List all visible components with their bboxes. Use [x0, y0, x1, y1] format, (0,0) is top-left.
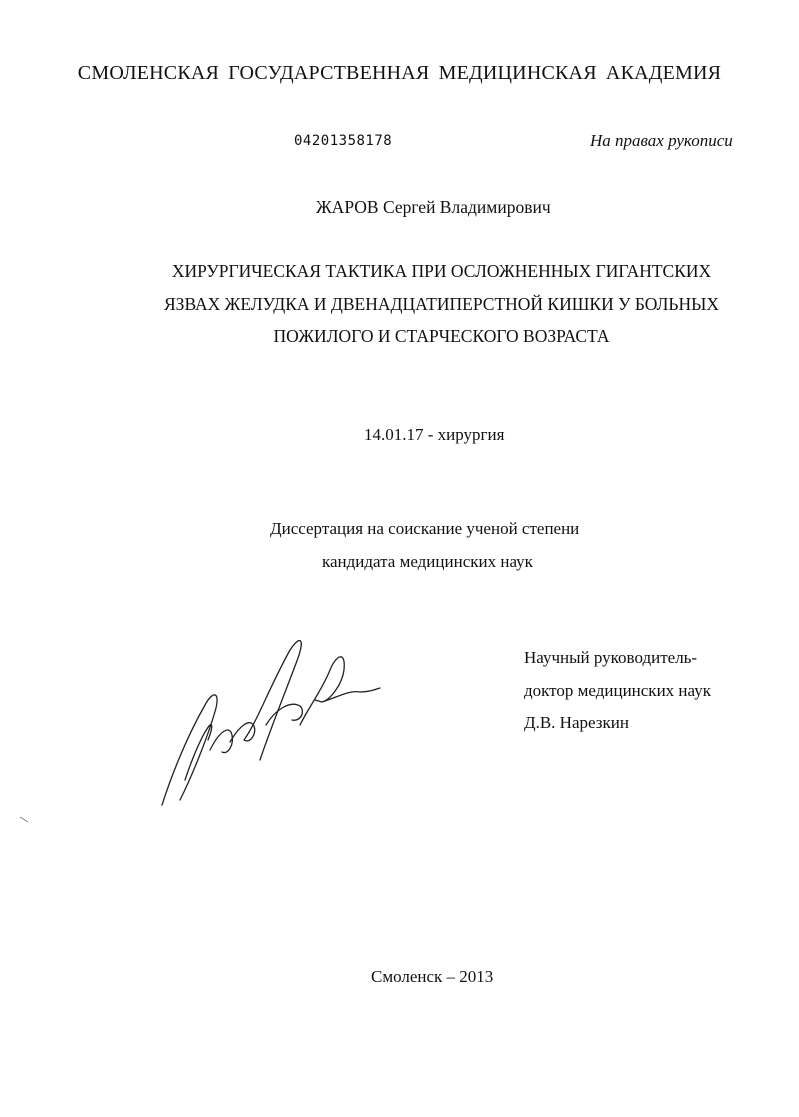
city-year: Смоленск – 2013 — [371, 967, 494, 986]
library-code: 04201358178 — [294, 133, 393, 149]
supervisor-label: Научный руководитель- — [524, 648, 698, 667]
title-line-1: ХИРУРГИЧЕСКАЯ ТАКТИКА ПРИ ОСЛОЖНЕННЫХ ГИГАНТСКИХ — [171, 261, 712, 281]
title-line-3: ПОЖИЛОГО И СТАРЧЕСКОГО ВОЗРАСТА — [273, 326, 610, 346]
author-signature — [150, 630, 390, 830]
title-line-2: ЯЗВАХ ЖЕЛУДКА И ДВЕНАДЦАТИПЕРСТНОЙ КИШКИ У БОЛЬНЫХ — [164, 294, 719, 314]
supervisor-degree: доктор медицинских наук — [524, 681, 711, 700]
scan-speck — [18, 815, 32, 825]
academy-name: СМОЛЕНСКАЯ ГОСУДАРСТВЕННАЯ МЕДИЦИНСКАЯ АКАДЕМИЯ — [77, 62, 722, 84]
rights-note: На правах рукописи — [590, 131, 733, 150]
supervisor-name: Д.В. Нарезкин — [524, 713, 629, 732]
specialty-code: 14.01.17 - хирургия — [364, 425, 505, 444]
degree-line-1: Диссертация на соискание ученой степени — [270, 519, 580, 538]
author-name: ЖАРОВ Сергей Владимирович — [316, 197, 551, 217]
degree-line-2: кандидата медицинских наук — [322, 552, 533, 571]
